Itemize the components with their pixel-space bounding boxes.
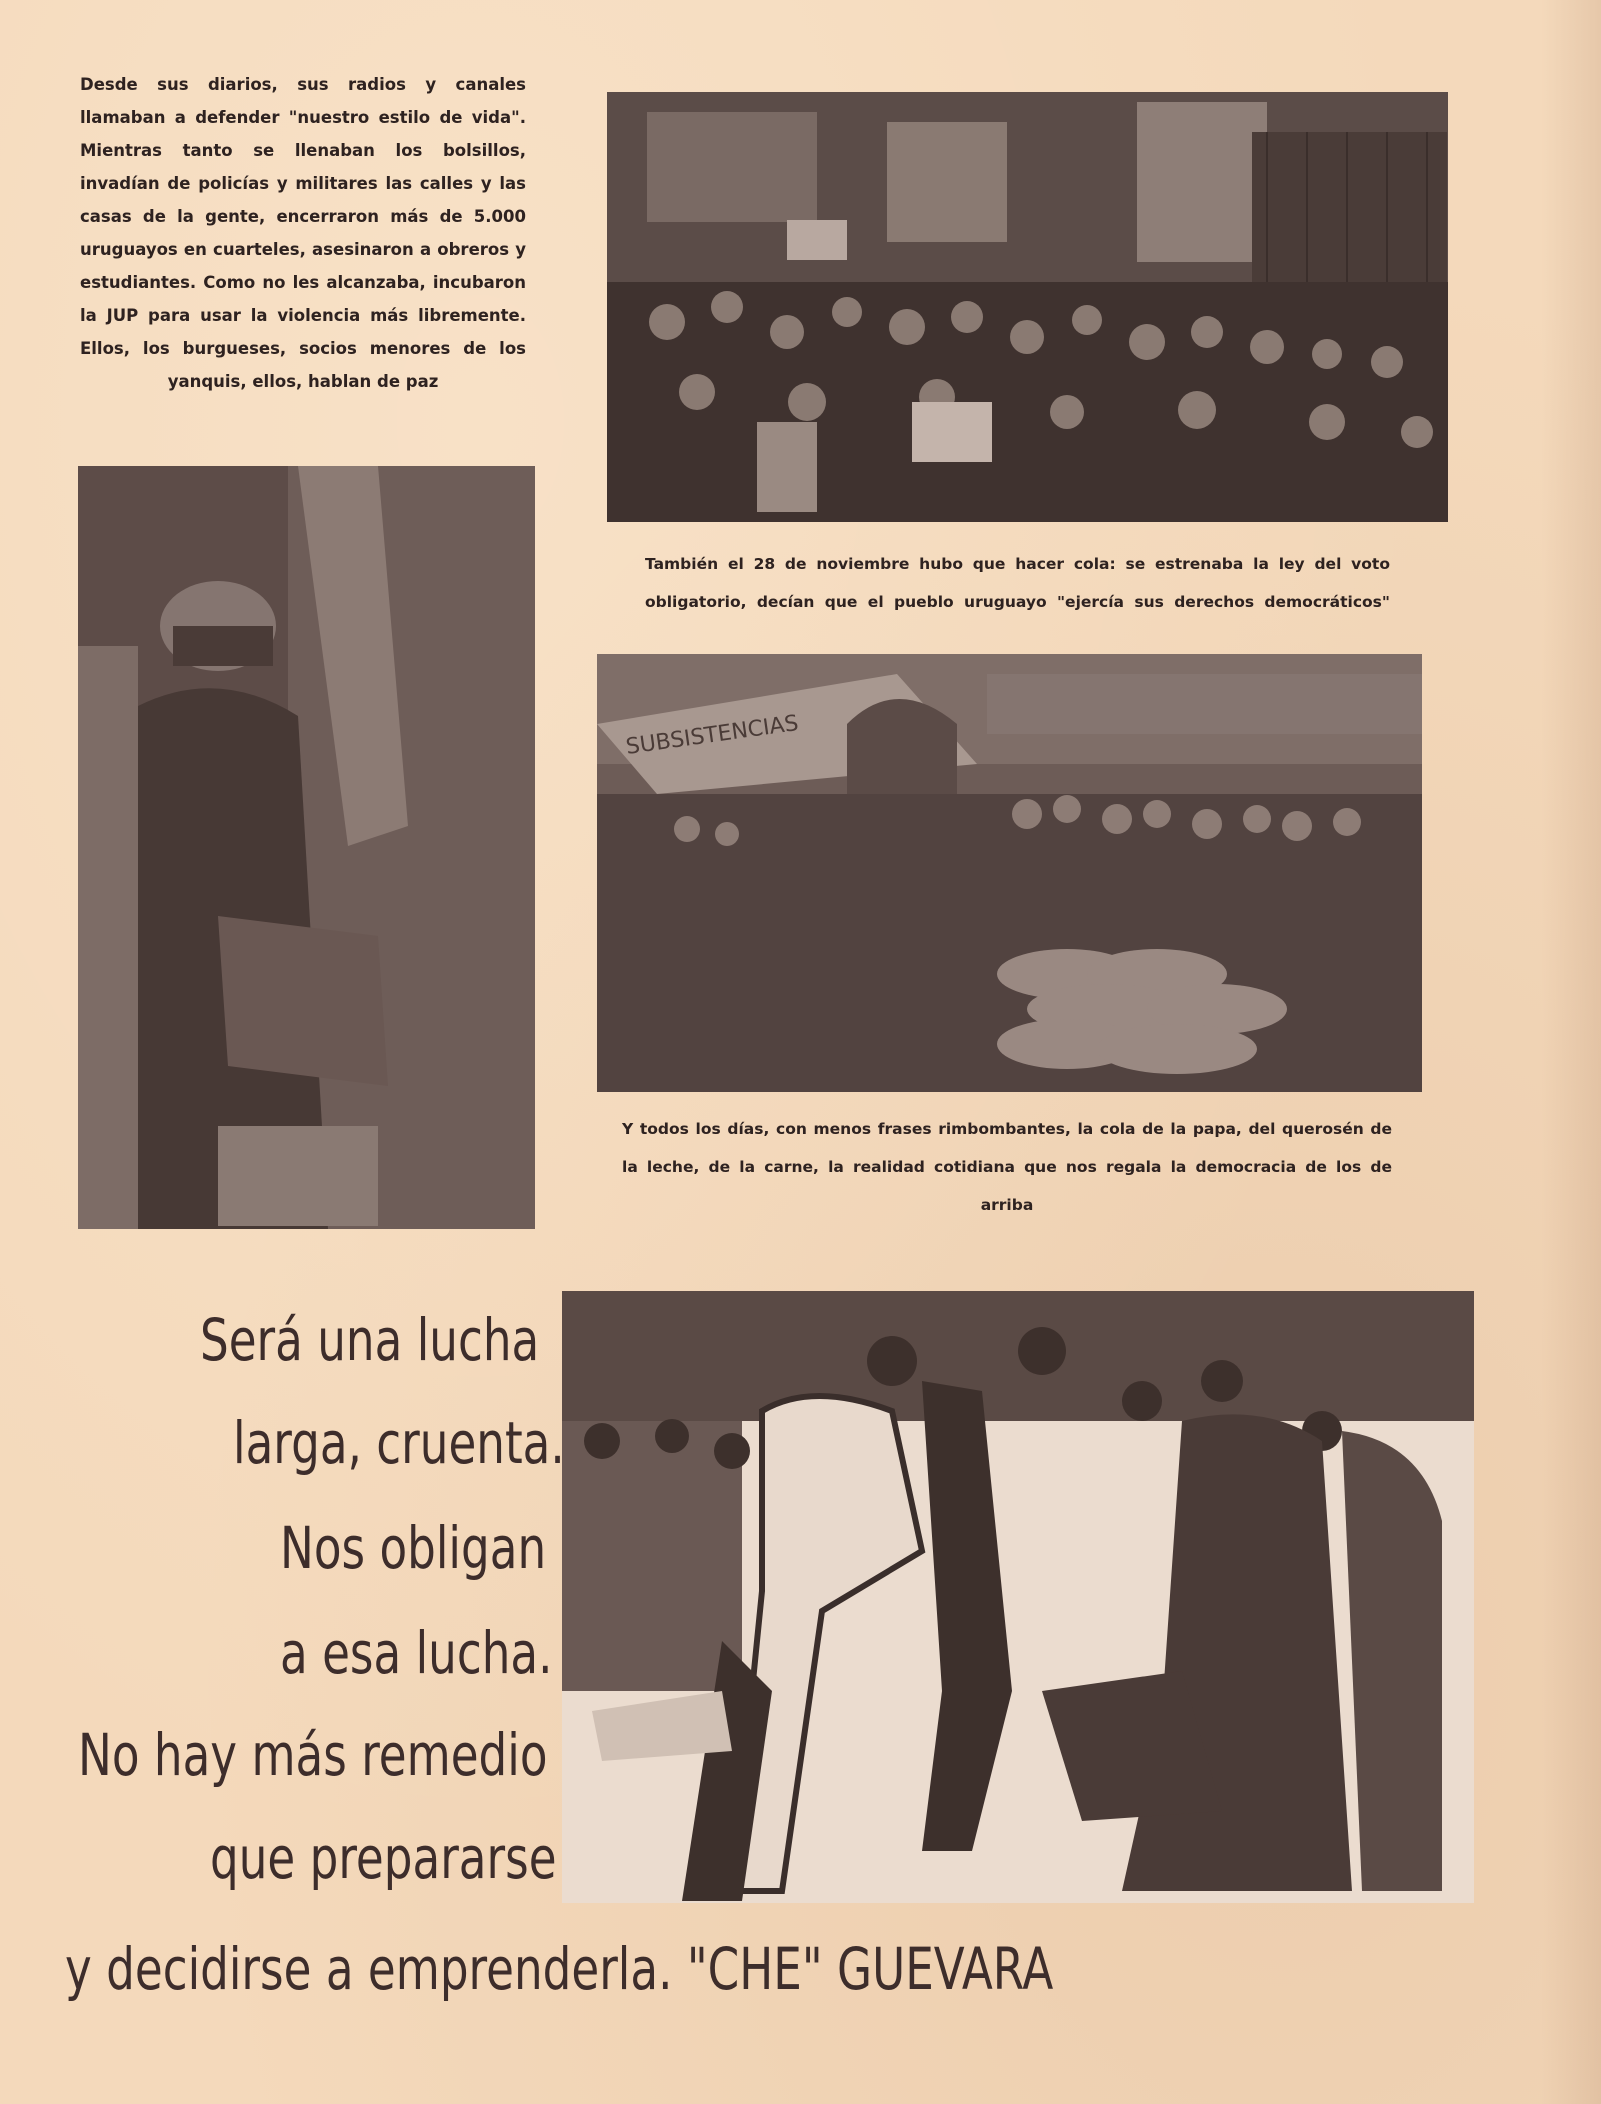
sign-text: SUBSISTENCIAS <box>624 710 801 760</box>
paper-edge-shade <box>1541 0 1601 2104</box>
photo-crowd-running <box>562 1291 1474 1903</box>
photo-voting-queue <box>607 92 1448 522</box>
quote-attribution-line: y decidirse a emprenderla. "CHE" GUEVARA <box>65 1935 1054 2003</box>
quote-line-2: larga, cruenta. <box>233 1409 565 1477</box>
photo-food-queue <box>597 654 1422 1092</box>
quote-line-3: Nos obligan <box>280 1514 547 1582</box>
quote-line-1: Será una lucha <box>200 1306 540 1374</box>
quote-line-4: a esa lucha. <box>280 1619 553 1687</box>
quote-line-6: que prepararse <box>210 1824 557 1892</box>
caption-food-queue: Y todos los días, con menos frases rimbombantes, la cola de la papa, del querosén de la leche, de la carne, la realidad cotidiana que nos regala la democracia de los de arriba <box>622 1120 1392 1214</box>
intro-paragraph: Desde sus diarios, sus radios y canales llamaban a defender "nuestro estilo de vida". Mientras tanto se llenaban los bolsillos, invadían de policías y militares las calles y las casas de la gente, encerraron más de 5.000 uruguayos en cuarteles, asesinaron a obreros y estudiantes. Como no les alcanzaba, incubaron la JUP para usar la violencia más libremente. Ellos, los burgueses, socios menores de los yanquis, ellos, hablan de paz <box>80 75 526 391</box>
quote-line-5: No hay más remedio <box>78 1721 548 1789</box>
photo-soldier <box>78 466 535 1229</box>
caption-voting-queue: También el 28 de noviembre hubo que hacer cola: se estrenaba la ley del voto obligatorio, decían que el pueblo uruguayo "ejercía sus derechos democráticos" <box>645 555 1390 611</box>
